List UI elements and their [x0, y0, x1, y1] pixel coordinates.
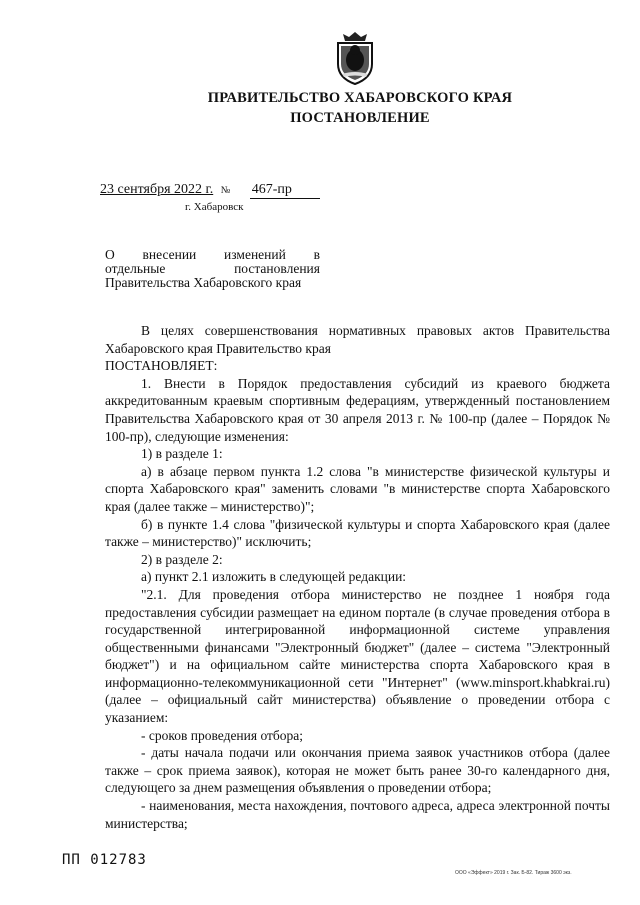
body-paragraph: 2) в разделе 2:	[141, 551, 223, 567]
date-number-line	[100, 182, 320, 199]
form-code: ПП 012783	[62, 852, 147, 868]
body-paragraph: - наименования, места нахождения, почтового адреса, адреса электронной почты министерства;	[105, 798, 610, 831]
government-title: ПРАВИТЕЛЬСТВО ХАБАРОВСКОГО КРАЯ	[207, 90, 513, 106]
body-paragraph: В целях совершенствования нормативных правовых актов Правительства Хабаровского края Правительство края	[105, 323, 610, 356]
city-label: г. Хабаровск	[185, 201, 244, 213]
body-paragraph: ПОСТАНОВЛЯЕТ:	[105, 358, 218, 374]
subject-block	[105, 248, 320, 290]
number-sign: №	[220, 185, 231, 196]
body-paragraph: - даты начала подачи или окончания приема заявок участников отбора (далее также – срок приема заявок), которая не может быть ранее 30-го календарного дня, следующего за днем размещения объявления о проведении отбора;	[105, 745, 610, 796]
document-date: 23 сентября 2022 г.	[100, 182, 214, 197]
body-paragraph: а) в абзаце первом пункта 1.2 слова "в министерстве физической культуры и спорта Хабаровского края" заменить словами "в министерстве спорта Хабаровского края (далее также – министерство)";	[105, 463, 610, 514]
body-paragraph: 1. Внести в Порядок предоставления субсидий из краевого бюджета аккредитованным краевым спортивным федерациям, утвержденный постановлением Правительства Хабаровского края от 30 апреля 2013 г. № 100-пр (далее – Порядок № 100-пр), следующие изменения:	[105, 375, 610, 444]
body-paragraph: б) в пункте 1.4 слова "физической культуры и спорта Хабаровского края (далее также – министерство)" исключить;	[105, 516, 610, 550]
printer-imprint: ООО «Эффект» 2019 г. Зак. Б-82. Тираж 3600 экз.	[455, 870, 572, 876]
body-paragraph: "2.1. Для проведения отбора министерство не позднее 1 ноября года предоставления субсидии размещает на едином портале (в случае проведения отбора в государственной интегрированной информационной системе управления общественными финансами "Электронный бюджет" (далее – система "Электронный бюджет") и на официальном сайте министерства спорта Хабаровского края в информационно-телекоммуникационной сети "Интернет" (www.minsport.khabkrai.ru) (далее – официальный сайт министерства) объявление о проведении отбора с указанием:	[105, 586, 610, 726]
document-body	[105, 322, 610, 832]
subject-line: О внесении изменений в	[105, 247, 320, 262]
body-paragraph: - сроков проведения отбора;	[141, 727, 304, 743]
subject-line: Правительства Хабаровского края	[105, 275, 302, 290]
coat-of-arms-emblem	[330, 30, 380, 86]
body-paragraph: 1) в разделе 1:	[141, 446, 223, 462]
document-number: 467-пр	[250, 182, 320, 199]
body-paragraph: а) пункт 2.1 изложить в следующей редакции:	[141, 569, 407, 585]
subject-line: отдельные постановления	[105, 261, 320, 276]
document-type-title: ПОСТАНОВЛЕНИЕ	[290, 110, 430, 126]
